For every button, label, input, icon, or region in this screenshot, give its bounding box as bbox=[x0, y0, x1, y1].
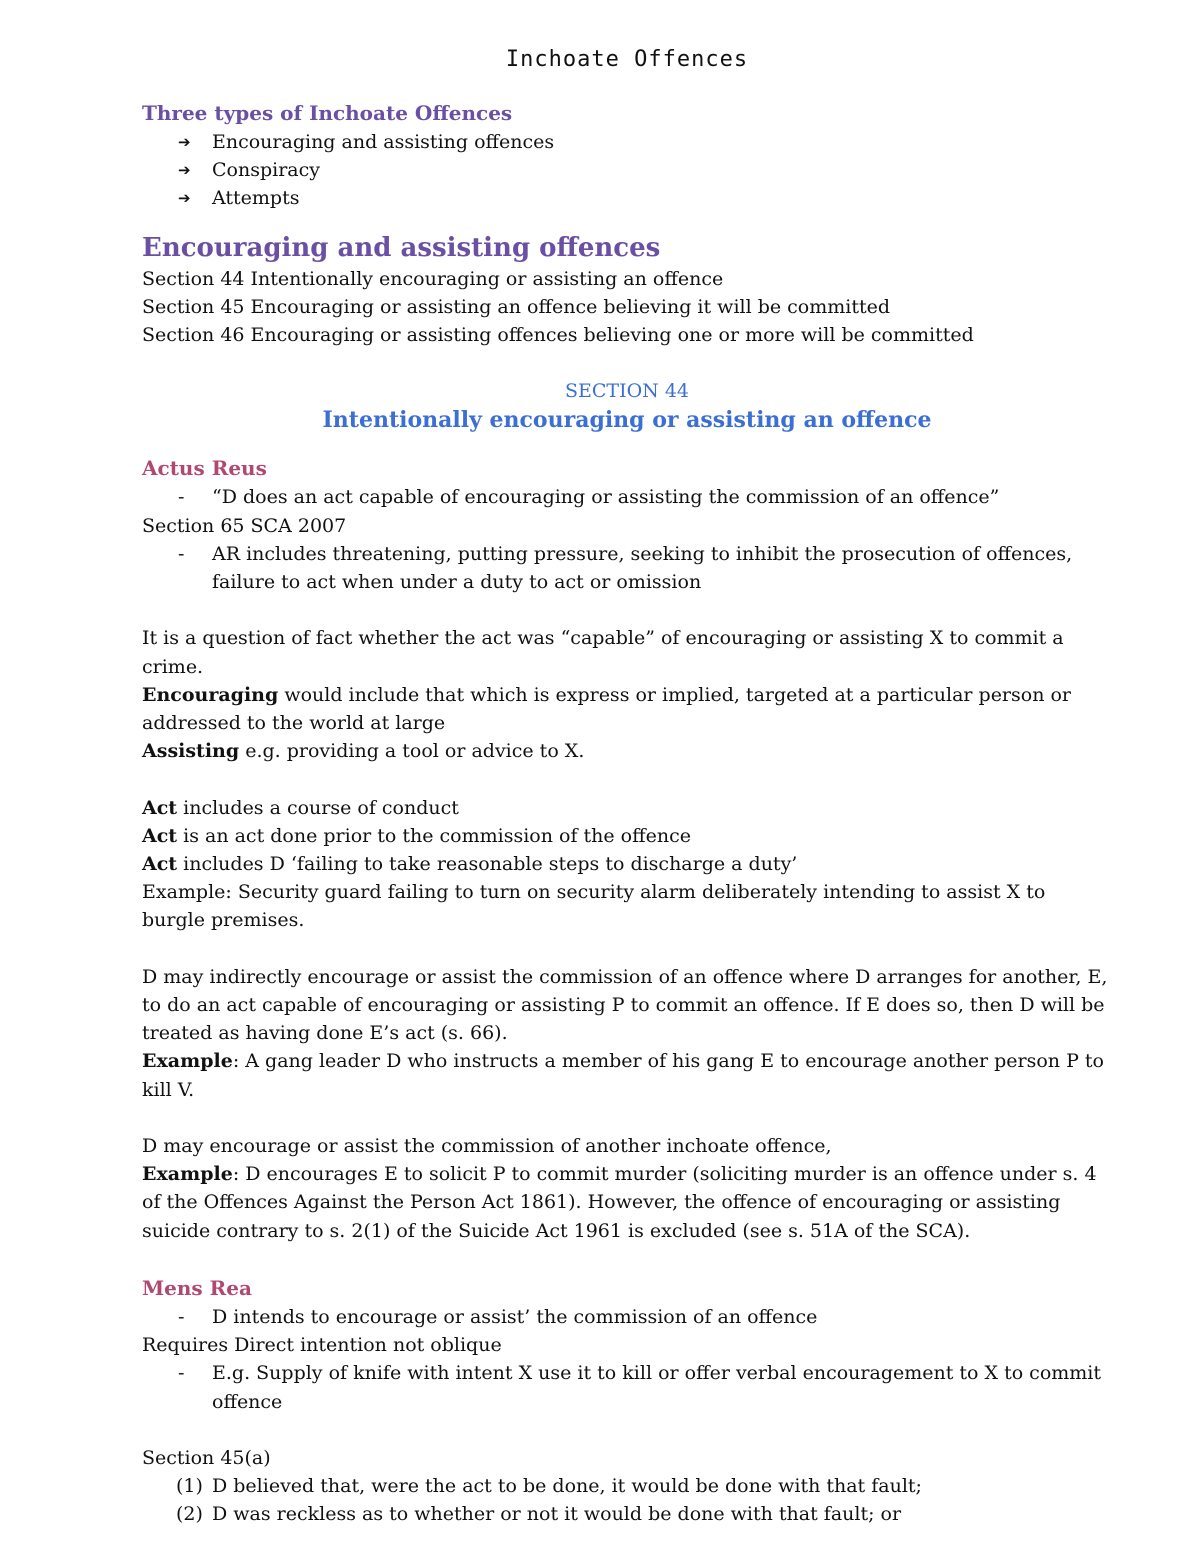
section-ref-46: Section 46 Encouraging or assisting offences believing one or more will be committed bbox=[142, 323, 974, 346]
spacer bbox=[142, 435, 1112, 453]
list-item bbox=[142, 483, 1112, 511]
direct-intention: Requires Direct intention not oblique bbox=[142, 1334, 502, 1357]
spacer bbox=[142, 349, 1112, 377]
dash-bullet: - bbox=[178, 1305, 185, 1328]
sca-reference: Section 65 SCA 2007 bbox=[142, 514, 347, 537]
assisting-text: e.g. providing a tool or advice to X. bbox=[239, 740, 585, 763]
encouraging-term: Encouraging bbox=[142, 683, 279, 706]
list-item bbox=[142, 1303, 1112, 1331]
gang-example bbox=[142, 1047, 1112, 1103]
list-item-text: E.g. Supply of knife with intent X use it to kill or offer verbal encouragement to X to commit offence bbox=[212, 1362, 1102, 1413]
spacer bbox=[142, 765, 1112, 793]
list-item bbox=[142, 540, 1112, 596]
dash-bullet: - bbox=[178, 1362, 185, 1385]
list-item-text: AR includes threatening, putting pressure, seeking to inhibit the prosecution of offences, failure to act when under a duty to act or omission bbox=[212, 542, 1073, 593]
section-44-title: Intentionally encouraging or assisting an offence bbox=[322, 407, 932, 434]
list-item bbox=[142, 1472, 1112, 1500]
section-ref-44: Section 44 Intentionally encouraging or assisting an offence bbox=[142, 267, 724, 290]
actus-reus-quote-list bbox=[142, 483, 1112, 511]
spacer bbox=[142, 1416, 1112, 1444]
list-item bbox=[142, 1500, 1112, 1528]
list-item-text: “D does an act capable of encouraging or assisting the commission of an offence” bbox=[212, 486, 1000, 509]
example-text: : D encourages E to solicit P to commit murder (soliciting murder is an offence under s. 4 of the Offences Against the Person Act 1861). However, the offence of encouraging or assisting suicide contrary to s. 2(1) of the Suicide Act 1961 is excluded (see s. 51A of the SCA). bbox=[142, 1163, 1097, 1242]
solicit-example bbox=[142, 1160, 1112, 1245]
example-term: Example bbox=[142, 1050, 233, 1073]
act-term: Act bbox=[142, 796, 178, 819]
mens-rea-intends-list bbox=[142, 1303, 1112, 1331]
indirect-paragraph: D may indirectly encourage or assist the commission of an offence where D arranges for another, E, to do an act capable of encouraging or assisting P to commit an offence. If E does so, then D will be treated as having done E’s act (s. 66). bbox=[142, 965, 1108, 1045]
mens-rea-heading: Mens Rea bbox=[142, 1275, 252, 1300]
types-list bbox=[142, 128, 1112, 213]
act-term: Act bbox=[142, 824, 178, 847]
list-item bbox=[142, 184, 1112, 212]
document-title: Inchoate Offences bbox=[505, 47, 749, 72]
spacer bbox=[142, 596, 1112, 624]
list-item-text: D intends to encourage or assist’ the commission of an offence bbox=[212, 1305, 818, 1328]
actus-reus-heading: Actus Reus bbox=[142, 456, 267, 481]
example-term: Example bbox=[142, 1163, 233, 1186]
dash-bullet: - bbox=[178, 486, 185, 509]
assisting-definition bbox=[142, 737, 1112, 765]
section-44-label: SECTION 44 bbox=[564, 380, 690, 403]
spacer bbox=[142, 80, 1112, 98]
act-term: Act bbox=[142, 852, 178, 875]
list-item-text: D believed that, were the act to be done, it would be done with that fault; bbox=[212, 1475, 922, 1498]
section-ref-45: Section 45 Encouraging or assisting an offence believing it will be committed bbox=[142, 295, 891, 318]
types-heading: Three types of Inchoate Offences bbox=[142, 101, 513, 125]
encouraging-definition bbox=[142, 681, 1112, 737]
list-item bbox=[142, 1359, 1112, 1415]
spacer bbox=[142, 935, 1112, 963]
encouraging-heading: Encouraging and assisting offences bbox=[142, 232, 661, 263]
list-number: (1) bbox=[176, 1475, 203, 1498]
list-item-text: Conspiracy bbox=[212, 159, 320, 182]
document-page bbox=[142, 40, 1112, 1529]
spacer bbox=[142, 213, 1112, 231]
section-45a: Section 45(a) bbox=[142, 1446, 271, 1469]
act-definition-1 bbox=[142, 794, 1112, 822]
arrow-icon: ➔ bbox=[178, 189, 191, 208]
list-item bbox=[142, 156, 1112, 184]
act-text: includes D ‘failing to take reasonable steps to discharge a duty’ bbox=[177, 852, 798, 875]
dash-bullet: - bbox=[178, 542, 185, 565]
list-number: (2) bbox=[176, 1503, 203, 1526]
spacer bbox=[142, 1104, 1112, 1132]
question-of-fact: It is a question of fact whether the act was “capable” of encouraging or assisting X to commit a crime. bbox=[142, 627, 1064, 678]
section-45a-list bbox=[142, 1472, 1112, 1528]
act-definition-3 bbox=[142, 850, 1112, 878]
act-text: is an act done prior to the commission of the offence bbox=[177, 824, 691, 847]
assisting-term: Assisting bbox=[142, 740, 240, 763]
encouraging-text: would include that which is express or implied, targeted at a particular person or addressed to the world at large bbox=[142, 683, 1072, 734]
spacer bbox=[142, 1245, 1112, 1273]
security-guard-example: Example: Security guard failing to turn on security alarm deliberately intending to assist X to burgle premises. bbox=[142, 881, 1046, 932]
example-text: : A gang leader D who instructs a member of his gang E to encourage another person P to kill V. bbox=[142, 1050, 1104, 1101]
ar-includes-list bbox=[142, 540, 1112, 596]
list-item-text: D was reckless as to whether or not it would be done with that fault; or bbox=[212, 1503, 902, 1526]
arrow-icon: ➔ bbox=[178, 161, 191, 180]
list-item-text: Attempts bbox=[212, 187, 300, 210]
inchoate-paragraph: D may encourage or assist the commission of another inchoate offence, bbox=[142, 1134, 832, 1157]
list-item bbox=[142, 128, 1112, 156]
act-definition-2 bbox=[142, 822, 1112, 850]
arrow-icon: ➔ bbox=[178, 133, 191, 151]
list-item-text: Encouraging and assisting offences bbox=[212, 131, 555, 153]
act-text: includes a course of conduct bbox=[177, 796, 459, 819]
mens-rea-eg-list bbox=[142, 1359, 1112, 1415]
